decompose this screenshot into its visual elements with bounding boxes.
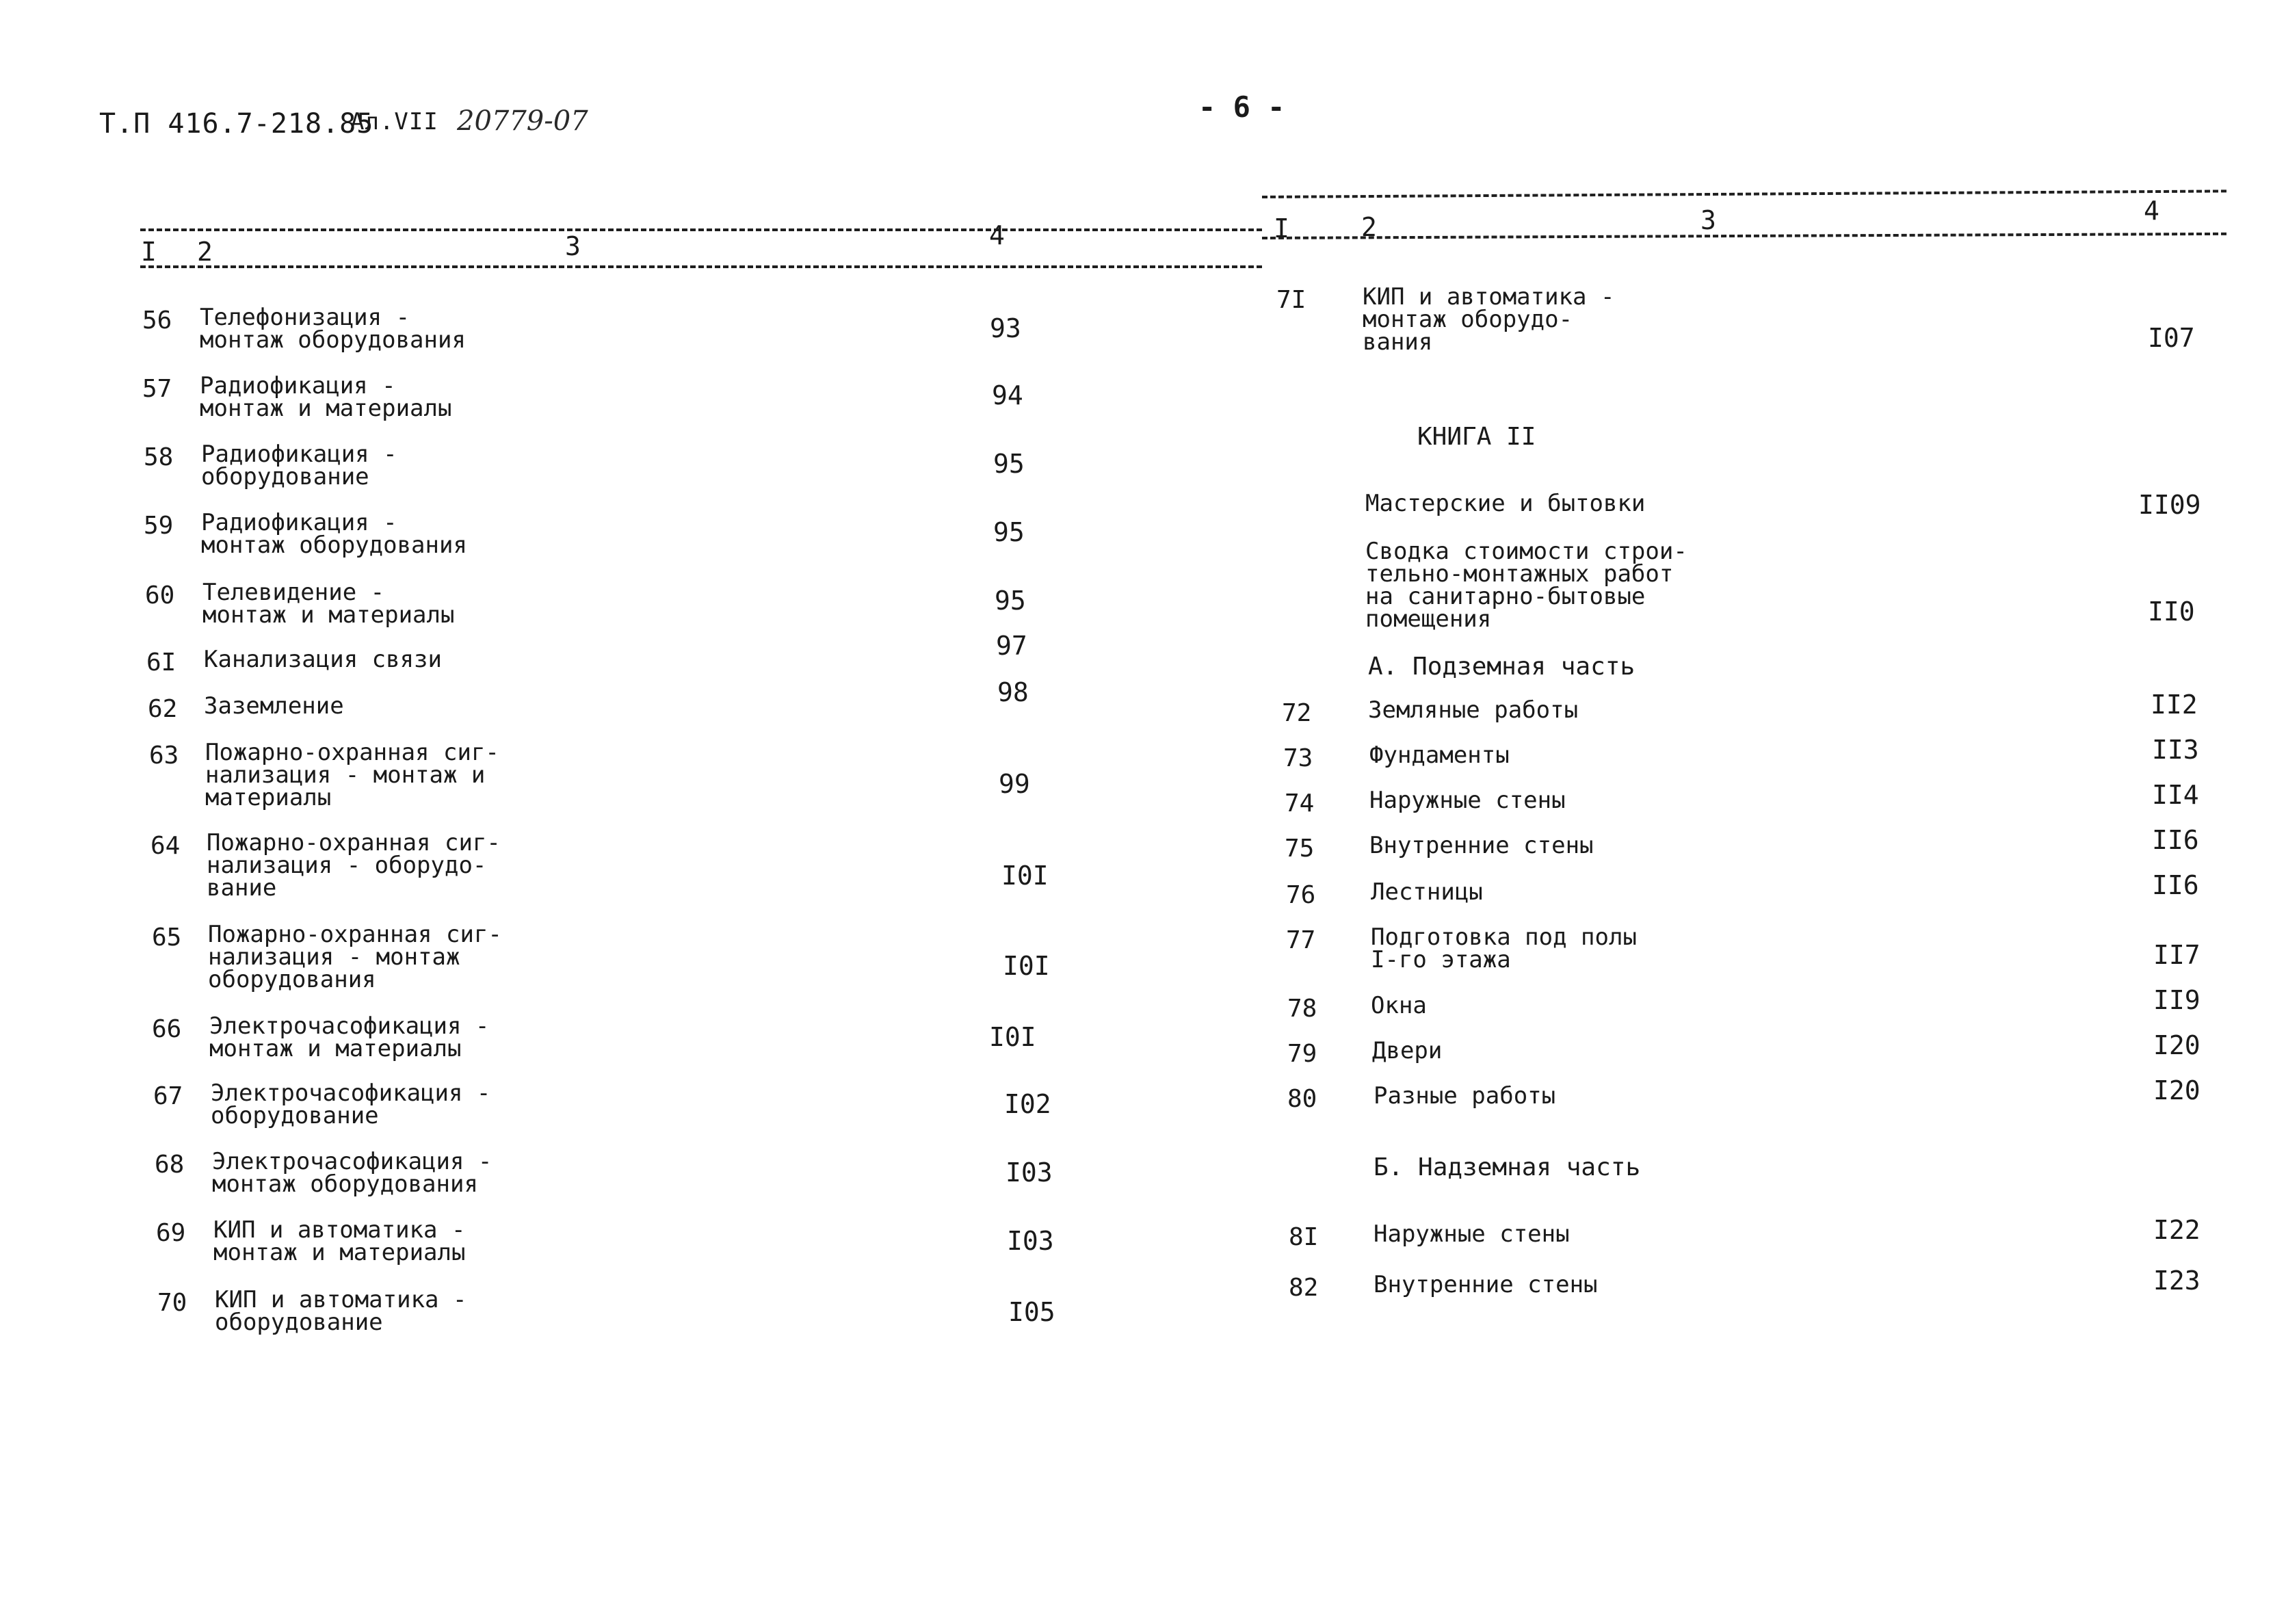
row-description: Внутренние стены	[1374, 1271, 1598, 1298]
row-page: 95	[993, 449, 1025, 479]
row-page: I23	[2153, 1266, 2200, 1296]
row-description: Наружные стены	[1374, 1220, 1570, 1248]
row-page: I05	[1008, 1297, 1055, 1327]
column-header-3-left: 3	[565, 231, 581, 261]
row-description: Пожарно-охранная сиг- нализация - монтаж и материалы	[205, 739, 499, 811]
row-page: II4	[2152, 780, 2199, 810]
column-header-2-left: 2	[197, 237, 213, 267]
row-page: II7	[2153, 940, 2200, 970]
row-description: Электрочасофикация - монтаж оборудования	[212, 1148, 492, 1198]
row-number: 68	[155, 1151, 185, 1179]
row-description: Канализация связи	[204, 646, 442, 673]
row-number: 79	[1287, 1040, 1317, 1068]
row-page: I02	[1004, 1089, 1051, 1119]
row-page: 99	[999, 769, 1030, 799]
row-page: 95	[995, 586, 1026, 616]
row-description: Окна	[1371, 992, 1427, 1019]
row-number: 78	[1287, 995, 1317, 1023]
row-number: 69	[156, 1219, 186, 1247]
row-number: 75	[1285, 835, 1315, 863]
row-page: II6	[2152, 825, 2199, 855]
row-number: 76	[1286, 881, 1316, 909]
column-header-1-left: I	[141, 237, 157, 267]
book-heading: КНИГА II	[1417, 423, 1536, 451]
row-number: 67	[153, 1082, 183, 1110]
row-page: I03	[1007, 1226, 1054, 1256]
row-number: 62	[148, 695, 178, 723]
row-number: 6I	[146, 649, 176, 677]
row-page: 97	[996, 631, 1027, 661]
row-page: II09	[2138, 490, 2201, 520]
row-page: I07	[2148, 323, 2195, 353]
column-header-4-left: 4	[989, 220, 1005, 250]
row-description: КИП и автоматика - оборудование	[215, 1286, 467, 1336]
row-page: I22	[2153, 1215, 2200, 1245]
row-description: Фундаменты	[1369, 742, 1510, 769]
row-description: Заземление	[204, 692, 344, 720]
row-description: КИП и автоматика - монтаж оборудо- вания	[1363, 283, 1615, 356]
row-page: I0I	[989, 1022, 1036, 1052]
row-description: Двери	[1372, 1037, 1443, 1064]
row-number: 8I	[1289, 1223, 1319, 1251]
header-rule-left-top	[140, 228, 1262, 231]
section-b-heading: Б. Надземная часть	[1374, 1153, 1641, 1181]
row-description: Телефонизация - монтаж оборудования	[200, 304, 466, 354]
row-description: Электрочасофикация - оборудование	[211, 1079, 491, 1129]
row-number: 80	[1287, 1085, 1317, 1113]
row-description: Радиофикация - монтаж и материалы	[200, 372, 452, 422]
row-number: 63	[149, 742, 179, 770]
row-description: Пожарно-охранная сиг- нализация - оборудо- вание	[207, 829, 501, 902]
row-page: II9	[2153, 985, 2200, 1015]
page-number: - 6 -	[1198, 90, 1285, 124]
row-description: КИП и автоматика - монтаж и материалы	[213, 1216, 466, 1266]
row-page: II0	[2148, 597, 2195, 627]
row-page: I0I	[1003, 951, 1050, 981]
row-description: Земляные работы	[1368, 696, 1579, 724]
row-description: Внутренние стены	[1369, 832, 1594, 859]
row-number: 72	[1282, 699, 1312, 727]
section-a-heading: А. Подземная часть	[1368, 653, 1635, 681]
row-number: 60	[145, 581, 175, 610]
row-number: 57	[142, 375, 172, 403]
row-number: 77	[1286, 926, 1316, 954]
row-number: 56	[142, 306, 172, 335]
row-number: 64	[150, 832, 181, 860]
row-page: I20	[2153, 1075, 2200, 1105]
column-header-4-right: 4	[2144, 196, 2159, 226]
row-description: Лестницы	[1371, 878, 1483, 906]
row-description: Мастерские и бытовки	[1365, 490, 1646, 517]
row-description: Радиофикация - монтаж оборудования	[201, 509, 467, 559]
row-page: I03	[1006, 1157, 1053, 1188]
row-page: 95	[993, 517, 1025, 547]
row-number: 73	[1283, 744, 1313, 772]
row-number: 70	[157, 1289, 187, 1317]
row-page: I0I	[1001, 861, 1049, 891]
row-number: 74	[1285, 789, 1315, 817]
header-rule-right-top	[1262, 189, 2226, 198]
row-number: 65	[152, 924, 182, 952]
album-number: Ал.VII	[350, 108, 438, 135]
row-number: 66	[152, 1015, 182, 1043]
row-description: Электрочасофикация - монтаж и материалы	[209, 1012, 490, 1062]
row-description: Пожарно-охранная сиг- нализация - монтаж оборудования	[208, 921, 502, 993]
row-page: I20	[2153, 1030, 2200, 1060]
row-page: 98	[997, 677, 1029, 707]
handwritten-inventory-number: 20779-07	[457, 105, 588, 137]
row-number: 59	[144, 512, 174, 540]
row-page: II2	[2151, 690, 2198, 720]
header-rule-left-bottom	[140, 265, 1262, 268]
row-description: Подготовка под полы I-го этажа	[1371, 924, 1637, 973]
row-description: Радиофикация - оборудование	[201, 441, 397, 490]
row-description: Наружные стены	[1369, 787, 1566, 814]
row-description: Сводка стоимости строи- тельно-монтажных работ на санитарно-бытовые помещения	[1365, 538, 1687, 633]
row-page: II6	[2152, 870, 2199, 900]
row-number: 7I	[1276, 286, 1306, 314]
document-code: Т.П 416.7-218.85	[99, 108, 374, 140]
row-page: II3	[2152, 735, 2199, 765]
column-header-1-right: I	[1274, 213, 1289, 244]
header-rule-right-bottom	[1262, 233, 2226, 239]
row-number: 58	[144, 443, 174, 471]
row-page: 93	[990, 313, 1021, 343]
column-header-3-right: 3	[1700, 205, 1716, 235]
row-number: 82	[1289, 1274, 1319, 1302]
row-page: 94	[992, 380, 1023, 410]
column-header-2-right: 2	[1361, 212, 1377, 242]
row-description: Разные работы	[1374, 1082, 1556, 1110]
row-description: Телевидение - монтаж и материалы	[202, 579, 455, 629]
